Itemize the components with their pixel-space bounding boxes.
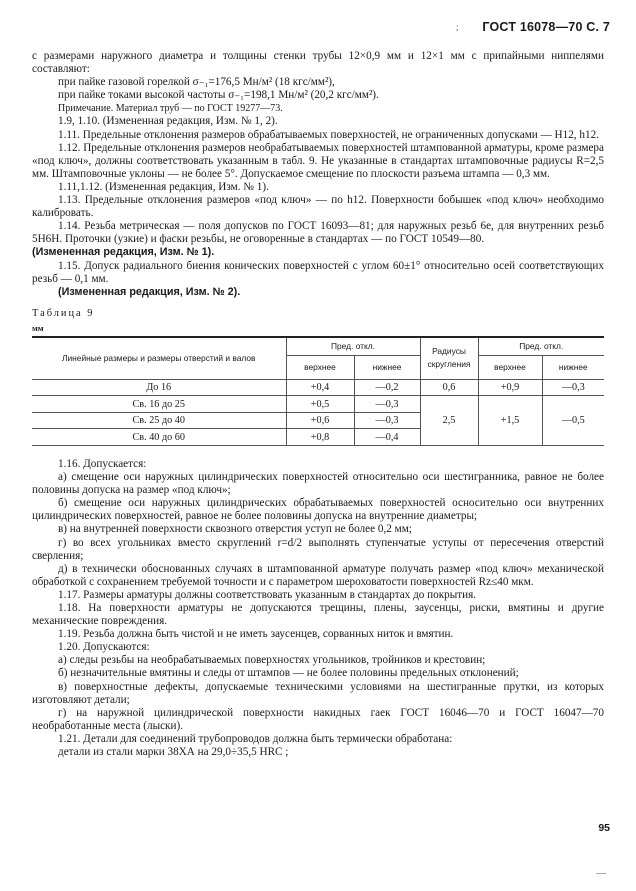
paragraph: 1.11,1.12. (Измененная редакция, Изм. № 1). — [58, 180, 269, 193]
header-lower: нижнее — [354, 355, 420, 379]
table-row — [32, 396, 604, 413]
paragraph: при пайке токами высокой частоты σ₋₁=198,1 Мн/м² (20,2 кгс/мм²). — [58, 89, 379, 102]
header-lower: нижнее — [542, 355, 604, 379]
cell-lower: —0,3 — [354, 412, 420, 429]
cell-lower: —0,3 — [354, 396, 420, 413]
cell-upper: +0,6 — [286, 412, 354, 429]
cell-upper: +0,8 — [286, 429, 354, 446]
cell-lower-radius: —0,5 — [542, 396, 604, 446]
paragraph: б) незначительные вмятины и следы от штампов — не более половины предельных отклонений; — [58, 667, 519, 680]
cell-size: До 16 — [32, 379, 286, 396]
table-label: Таблица 9 — [32, 307, 95, 319]
cell-lower-radius: —0,3 — [542, 379, 604, 396]
paragraph: 1.14. Резьба метрическая — поля допусков по ГОСТ 16093—81; для наружных резьб 6е, для внутренних резьб 5Н6Н. Проточки (узкие) и фаски резьбы, не оговоренные в стандартах — по ГОСТ 10549—80. — [32, 220, 604, 246]
paragraph: в) поверхностные дефекты, допускаемые техническими условиями на шестигранные прутки, из которых изготовляют детали; — [32, 680, 604, 706]
cell-radius: 2,5 — [420, 396, 478, 446]
header-linear: Линейные размеры и размеры отверстий и валов — [32, 337, 286, 380]
cell-upper-radius: +1,5 — [478, 396, 542, 446]
header-deviation: Пред. откл. — [286, 337, 420, 356]
cell-lower: —0,2 — [354, 379, 420, 396]
cell-size: Св. 40 до 60 — [32, 429, 286, 446]
paragraph: 1.16. Допускается: — [58, 457, 147, 470]
table-row — [32, 379, 604, 396]
header-upper: верхнее — [478, 355, 542, 379]
paragraph: 1.20. Допускаются: — [58, 641, 150, 654]
page-number: 95 — [598, 822, 610, 834]
paragraph: с размерами наружного диаметра и толщины стенки трубы 12×0,9 мм и 12×1 мм с припайными ниппелями составляют: — [32, 50, 604, 76]
table-9 — [32, 336, 604, 446]
paragraph: в) на внутренней поверхности сквозного отверстия уступ не более 0,2 мм; — [58, 523, 412, 536]
paragraph: 1.13. Предельные отклонения размеров «под ключ» — по h12. Поверхности бобышек «под ключ» необходимо калибровать. — [32, 194, 604, 220]
table-unit: мм — [32, 322, 44, 333]
page-dash: — — [596, 868, 606, 879]
paragraph: 1.11. Предельные отклонения размеров обрабатываемых поверхностей, не ограниченных допусками — H12, h12. — [58, 128, 599, 141]
cell-upper: +0,5 — [286, 396, 354, 413]
note: Примечание. Материал труб — по ГОСТ 19277—73. — [58, 103, 283, 115]
paragraph: 1.17. Размеры арматуры должны соответствовать указанным в стандартах до покрытия. — [58, 588, 477, 601]
amendment-note: (Измененная редакция, Изм. № 1). — [32, 246, 215, 259]
cell-upper: +0,4 — [286, 379, 354, 396]
document-body — [32, 50, 604, 759]
cell-lower: —0,4 — [354, 429, 420, 446]
page-header: ГОСТ 16078—70 С. 7 — [482, 20, 610, 34]
paragraph: 1.12. Предельные отклонения размеров необрабатываемых поверхностей штампованной арматуры, кроме размера «под ключ», должны соответствовать указанным в табл. 9. Не указанные в стандартах штамповочные радиусы R=2,5 мм. Штамповочные уклоны — не более 5°. Допускаемое смещение по плоскости разъема штампа — 0,3 мм. — [32, 141, 604, 180]
header-upper: верхнее — [286, 355, 354, 379]
paragraph: а) следы резьбы на необрабатываемых поверхностях угольников, тройников и крестовин; — [58, 654, 486, 667]
corner-mark: ; — [456, 22, 459, 32]
amendment-note: (Измененная редакция, Изм. № 2). — [58, 285, 241, 298]
paragraph: 1.19. Резьба должна быть чистой и не иметь заусенцев, сорванных ниток и вмятин. — [58, 628, 454, 641]
paragraph: при пайке газовой горелкой σ₋₁=176,5 Мн/м² (18 кгс/мм²), — [58, 76, 335, 89]
paragraph: детали из стали марки 38ХА на 29,0÷35,5 HRC ; — [58, 746, 289, 759]
header-deviation: Пред. откл. — [478, 337, 604, 356]
cell-size: Св. 16 до 25 — [32, 396, 286, 413]
paragraph: а) смещение оси наружных цилиндрических поверхностей относительно оси шестигранника, равное не более половины допуска на размер «под ключ»; — [32, 471, 604, 497]
paragraph: г) во всех угольниках вместо скруглений r=d/2 выполнять ступенчатые уступы от пересечения отверстий сверления; — [32, 536, 604, 562]
paragraph: д) в технически обоснованных случаях в штампованной арматуре получать размер «под ключ» механической обработкой с сохранением требуемой точности и с параметром шероховатости поверхностей Rz≤40 мкм. — [32, 562, 604, 588]
header-radii: Радиусы скругления — [420, 337, 478, 380]
cell-size: Св. 25 до 40 — [32, 412, 286, 429]
paragraph: б) смещение оси наружных цилиндрических обрабатываемых поверхностей осносительно оси внутренних цилиндрических поверхностей, равное не более половины допуска на внутренние диаметры; — [32, 497, 604, 523]
paragraph: 1.9, 1.10. (Измененная редакция, Изм. № 1, 2). — [58, 115, 278, 128]
paragraph: 1.18. На поверхности арматуры не допускаются трещины, плены, заусенцы, риски, вмятины и другие механические повреждения. — [32, 602, 604, 628]
cell-radius: 0,6 — [420, 379, 478, 396]
cell-upper-radius: +0,9 — [478, 379, 542, 396]
paragraph: г) на наружной цилиндрической поверхности накидных гаек ГОСТ 16046—70 и ГОСТ 16047—70 необработанные места (лыски). — [32, 706, 604, 732]
paragraph: 1.15. Допуск радиального биения конических поверхностей с углом 60±1° относительно осей соответствующих резьб — 0,1 мм. — [32, 259, 604, 285]
paragraph: 1.21. Детали для соединений трубопроводов должна быть термически обработана: — [58, 732, 453, 745]
